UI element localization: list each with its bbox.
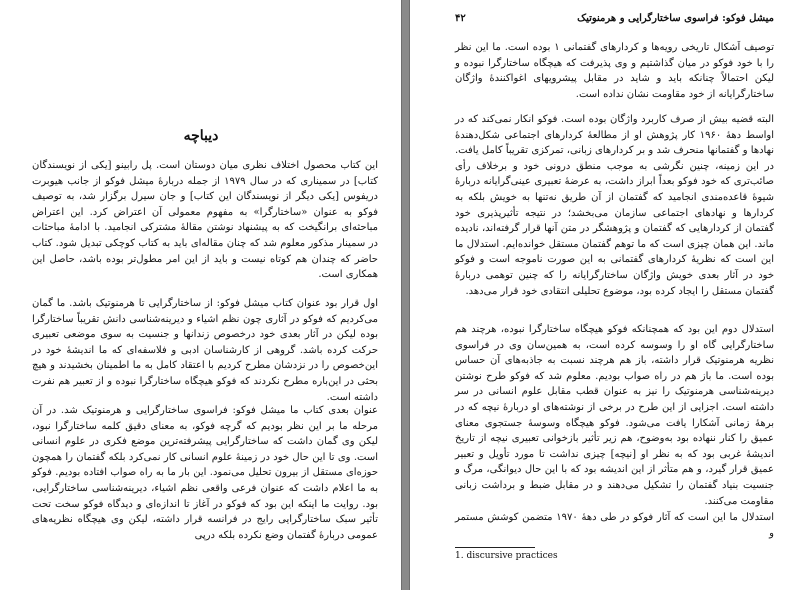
right-paragraph-3: استدلال دوم این بود که همچنانکه فوکو هیچگاه ساختارگرا نبوده، هرچند هم ساختارگرایی گاه او را وسوسه کرده است، به همین‌سان وی در فراسوی نظریه هرمنوتیک قرار داشته، باز هم هرچند نسبت به جاذبه‌های آن حساس بوده است. ما باز هم در راه صواب بودیم. معلوم شد که فوکو طرح نوشتن دیرینه‌شناسی هرمنوتیک را نیز به عنوان قطب مقابل علوم انسانی در سر داشته است. اجزایی از این طرح در برخی از نوشته‌های او دربارهٔ نیچه که در برههٔ زمانی آشکارا یافت می‌شود. فوکو هیچگاه وسوسهٔ جستجوی معنای عمیق را کنار ننهاده بود به‌وضوح، هم زیر تأثیر بازخوانی تعبیری نیچه از تاریخ اندیشهٔ غربی بود که به نظر او [نیچه] چیزی نداشت تا مورد تأویل و تعبیر عمیق قرار گیرد، و هم متأثر از این اندیشه بود که با این حال دیوانگی، مرگ و جنسیت بنیاد گفتمان را تشکیل می‌دهند و در مقابل ضبط و برداشت زبانی مقاومت می‌کنند. <box>455 324 774 507</box>
left-paragraph-1: این کتاب محصول اختلاف نظری میان دوستان است. پل رابینو [یکی از نویسندگان کتاب] در سمیناری که در سال ۱۹۷۹ از جمله دربارهٔ میشل فوکو از جانب هیوبرت دریفوس [یکی دیگر از نویسندگان این کتاب] و جان سیرل برگزار شد، به توصیف فوکو به عنوان «ساختارگرا» به مفهوم معمولی آن اعتراض کرد. این اعتراض مباحثه‌ای برانگیخت که به پیشنهاد نوشتن مقالهٔ مشترکی انجامید. با ادامهٔ مباحثات در سمینار مذکور معلوم شد که چنان مقاله‌ای باید به کتاب کوچکی تبدیل شود. کتاب حاضر که چندان هم کوتاه نیست و باید از این امر مطول‌تر بوده باشد، حاصل این همکاری است. <box>32 160 378 281</box>
book-gutter <box>402 0 409 590</box>
left-paragraph-2: اول قرار بود عنوان کتاب میشل فوکو: از ساختارگرایی تا هرمنوتیک باشد. ما گمان می‌کردیم که فوکو در آثاری چون نظم اشیاء و دیرینه‌شناسی دانش تقریباً ساختارگرا بوده لیکن در آثار بعدی خود درخصوص زندانها و جنسیت به سوی موضعی تعبیری حرکت کرده باشد. گروهی از کارشناسان ادبی و فلاسفه‌ای که ما اندیشهٔ خود در این‌خصوص را در نزدشان مطرح کردیم با اعتقاد کامل به ما اطمینان بخشیدند و هیچ بحثی در این‌باره مطرح نکردند که فوکو هیچگاه ساختارگرا نبوده و از تعبیر هم نفرت داشته است. <box>32 298 378 403</box>
left-paragraph-3: عنوان بعدی کتاب ما میشل فوکو: فراسوی ساختارگرایی و هرمنوتیک شد. در آن مرحله ما بر این نظر بودیم که گرچه فوکو، به معنای دقیق کلمه ساختارگرا نبود، لیکن وی گمان داشت که ساختارگرایی پیشرفته‌ترین موضع فکری در علوم انسانی است. وی تا این حال خود در زمینهٔ علوم انسانی کار نمی‌کرد بلکه گفتمان را همچون حوزه‌ای مستقل از بیرون تحلیل می‌نمود. این بار ما به راه صواب افتاده بودیم. فوکو به ما اعلام داشت که عنوان فرعی واقعی نظم اشیاء، دیرینه‌شناسی ساختارگرایی، بود. روایت ما اینکه این بود که فوکو در آغاز تا اندازه‌ای و دیدگاه فوکو سخت تحت تأثیر سبک ساختارگرایی رایج در فرانسه قرار داشته، لیکن وی هیچگاه نظریه‌های عمومی دربارهٔ گفتمان وضع نکرده بلکه درپی <box>32 405 379 541</box>
page-number: ۴۲ <box>455 13 466 24</box>
running-title: میشل فوکو: فراسوی ساختارگرایی و هرمنوتیک <box>577 13 774 24</box>
right-paragraph-1: توصیف اَشکال تاریخی رویه‌ها و کردارهای گفتمانی ۱ بوده است. ما این نظر را با خود فوکو در میان گذاشتیم و وی پذیرفت که هیچگاه ساختارگرا نبوده و لیکن احتمالاً چنانکه باید و شاید در مقابل پیشرویهای اغواکنندهٔ واژگان ساختارگرایانه از خود مقاومت نشان نداده است. <box>455 42 774 100</box>
footnote: 1. discursive practices <box>455 551 558 561</box>
footnote-divider <box>455 547 535 548</box>
right-paragraph-4: استدلال ما این است که آثار فوکو در طی دههٔ ۱۹۷۰ متضمن کوشش مستمر و <box>455 512 775 539</box>
running-header <box>455 13 774 24</box>
page-title: دیباچه <box>183 128 219 144</box>
right-paragraph-2: البته قضیه بیش از صرف کاربرد واژگان بوده است. فوکو انکار نمی‌کند که در اواسط دههٔ ۱۹۶۰ کار پژوهش او از مطالعهٔ کردارهای اجتماعی شکل‌دهندهٔ نهادها و گفتمانها منحرف شد و بر کردارهای زبانی، تمرکزی تقریباً کامل یافت. در این زمینه، چنین نگرشی به موجب منطق درونی خود و برخلاف رأی صائب‌تری که خود فوکو بعداً ابراز داشت، به عرضهٔ تعبیری عینی‌گرایانه دربارهٔ شیوهٔ قاعده‌مندی انجامید که گفتمان از آن طریق نه‌تنها به خویش بلکه به کردارها و نهادهای اجتماعی سازمان می‌بخشد؛ در نتیجه تأثیرپذیری خود گفتمان از کردارهایی که گفتمان و پژوهشگر در متن آنها قرار گرفته‌اند، نادیده ماند. این همان چیزی است که ما توهم گفتمان مستقل خوانده‌ایم. استدلال ما این است که نظریهٔ کردارهای گفتمانی به این صورت ناموجه است و فوکو خود در آثار بعدی خویش واژگان ساختارگرایانه را که چنین توهمی دربارهٔ گفتمان مستقل را ایجاد کرده بود، موضوع تحلیلی انتقادی خود قرار می‌دهد. <box>455 114 774 297</box>
